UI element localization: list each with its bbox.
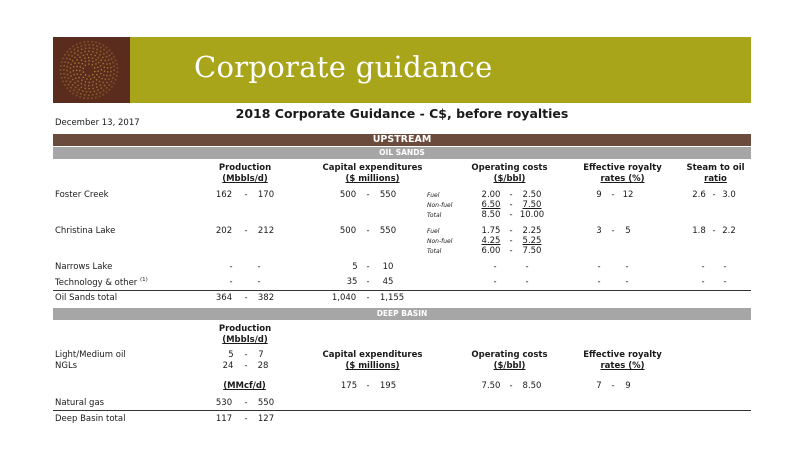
dash: - <box>244 190 248 200</box>
header-banner <box>53 37 751 103</box>
cell-value: 12 <box>622 190 634 200</box>
steam-oil-header: Steam to oil ratio <box>686 163 745 184</box>
cell-value: 8.50 <box>481 210 501 220</box>
cell-value: 7.50 <box>481 381 501 391</box>
cell-value: - <box>257 262 261 272</box>
cell-value: 7.50 <box>522 246 542 256</box>
dash: - <box>712 190 716 200</box>
cell-value: 550 <box>379 190 397 200</box>
opex-sublabel: Fuel <box>427 192 440 199</box>
banner-title: Corporate guidance <box>194 50 493 84</box>
dash: - <box>509 210 513 220</box>
cell-value: 550 <box>379 226 397 236</box>
cell-value: 6.00 <box>481 246 501 256</box>
row-label-foster-creek: Foster Creek <box>55 190 109 200</box>
dash: - <box>509 200 513 210</box>
cell-value: 8.50 <box>522 381 542 391</box>
cell-value: - <box>701 262 705 272</box>
production-header: Production (Mbbls/d) <box>218 163 272 184</box>
dash: - <box>366 293 370 303</box>
divider <box>53 290 751 291</box>
cell-value: 3 <box>596 226 602 236</box>
dash: - <box>611 381 615 391</box>
opex-sublabel: Fuel <box>427 228 440 235</box>
cell-value: 10.00 <box>519 210 545 220</box>
cell-value: 1.75 <box>481 226 501 236</box>
row-label-natural-gas: Natural gas <box>55 398 105 408</box>
royalty-header: Effective royalty rates (%) <box>583 163 662 184</box>
deep-basin-opex-header: Operating costs ($/bbl) <box>471 350 548 371</box>
cell-value: - <box>229 262 233 272</box>
cell-value: 10 <box>382 262 394 272</box>
sunburst-logo-icon <box>53 37 130 103</box>
dash: - <box>611 226 615 236</box>
cell-value: 6.50 <box>481 200 501 210</box>
dash: - <box>509 190 513 200</box>
cell-value: 1,155 <box>379 293 405 303</box>
cell-value: - <box>723 277 727 287</box>
divider <box>53 410 751 411</box>
cell-value: - <box>597 277 601 287</box>
opex-sublabel: Total <box>427 248 442 255</box>
cell-value: 127 <box>257 414 275 424</box>
cell-value: 2.6 <box>692 190 706 200</box>
cell-value: 195 <box>379 381 397 391</box>
cell-value: 5 <box>228 350 234 360</box>
cell-value: 3.0 <box>722 190 736 200</box>
company-logo <box>53 37 130 103</box>
dash: - <box>509 226 513 236</box>
deep-basin-production-header: Production (Mbbls/d) <box>218 324 272 345</box>
row-label-oil-sands-total: Oil Sands total <box>55 293 118 303</box>
cell-value: 5 <box>625 226 631 236</box>
cell-value: - <box>257 277 261 287</box>
cell-value: 550 <box>257 398 275 408</box>
cell-value: - <box>525 277 529 287</box>
dash: - <box>611 190 615 200</box>
cell-value: 382 <box>257 293 275 303</box>
page-title: 2018 Corporate Guidance - C$, before royalties <box>235 106 569 121</box>
dash: - <box>366 277 370 287</box>
dash: - <box>244 361 248 371</box>
deep-basin-section-bar: DEEP BASIN <box>53 308 751 320</box>
cell-value: - <box>597 262 601 272</box>
cell-value: - <box>723 262 727 272</box>
dash: - <box>244 350 248 360</box>
cell-value: 2.50 <box>522 190 542 200</box>
cell-value: 170 <box>257 190 275 200</box>
dash: - <box>509 236 513 246</box>
cell-value: 1,040 <box>331 293 357 303</box>
deep-basin-royalty-header: Effective royalty rates (%) <box>583 350 662 371</box>
cell-value: 364 <box>215 293 233 303</box>
gas-unit-header: (MMcf/d) <box>223 381 266 391</box>
cell-value: 5.25 <box>522 236 542 246</box>
row-label-christina-lake: Christina Lake <box>55 226 116 236</box>
row-label-light-medium-oil: Light/Medium oil <box>55 350 126 360</box>
dash: - <box>509 381 513 391</box>
row-label-technology-other: Technology & other $^{(1)}$ <box>55 277 148 288</box>
cell-value: 5 <box>352 262 358 272</box>
cell-value: 7.50 <box>522 200 542 210</box>
cell-value: 35 <box>346 277 358 287</box>
cell-value: - <box>493 277 497 287</box>
dash: - <box>366 381 370 391</box>
row-label-ngls: NGLs <box>55 361 78 371</box>
capex-header: Capital expenditures ($ millions) <box>322 163 423 184</box>
cell-value: 7 <box>258 350 264 360</box>
row-label-narrows-lake: Narrows Lake <box>55 262 113 272</box>
opex-sublabel: Non-fuel <box>427 238 453 245</box>
cell-value: - <box>625 262 629 272</box>
upstream-section-bar: UPSTREAM <box>53 134 751 146</box>
cell-value: - <box>625 277 629 287</box>
cell-value: 2.25 <box>522 226 542 236</box>
cell-value: - <box>229 277 233 287</box>
dash: - <box>509 246 513 256</box>
dash: - <box>244 293 248 303</box>
cell-value: - <box>701 277 705 287</box>
cell-value: 175 <box>340 381 358 391</box>
cell-value: 7 <box>596 381 602 391</box>
dash: - <box>244 226 248 236</box>
cell-value: 530 <box>215 398 233 408</box>
cell-value: 24 <box>222 361 234 371</box>
cell-value: 45 <box>382 277 394 287</box>
cell-value: 202 <box>215 226 233 236</box>
cell-value: 117 <box>215 414 233 424</box>
dash: - <box>244 398 248 408</box>
cell-value: 9 <box>596 190 602 200</box>
dash: - <box>712 226 716 236</box>
row-label-deep-basin-total: Deep Basin total <box>55 414 126 424</box>
cell-value: 212 <box>257 226 275 236</box>
cell-value: 28 <box>257 361 269 371</box>
cell-value: 1.8 <box>692 226 706 236</box>
opex-header: Operating costs ($/bbl) <box>471 163 548 184</box>
cell-value: 500 <box>339 190 357 200</box>
oil-sands-section-bar: OIL SANDS <box>53 147 751 159</box>
dash: - <box>244 414 248 424</box>
opex-sublabel: Non-fuel <box>427 202 453 209</box>
opex-sublabel: Total <box>427 212 442 219</box>
cell-value: - <box>525 262 529 272</box>
deep-basin-capex-header: Capital expenditures ($ millions) <box>322 350 423 371</box>
cell-value: 2.00 <box>481 190 501 200</box>
document-date: December 13, 2017 <box>55 118 140 128</box>
cell-value: - <box>493 262 497 272</box>
dash: - <box>366 226 370 236</box>
cell-value: 4.25 <box>481 236 501 246</box>
cell-value: 2.2 <box>722 226 736 236</box>
cell-value: 162 <box>215 190 233 200</box>
dash: - <box>366 262 370 272</box>
cell-value: 500 <box>339 226 357 236</box>
dash: - <box>366 190 370 200</box>
cell-value: 9 <box>625 381 631 391</box>
